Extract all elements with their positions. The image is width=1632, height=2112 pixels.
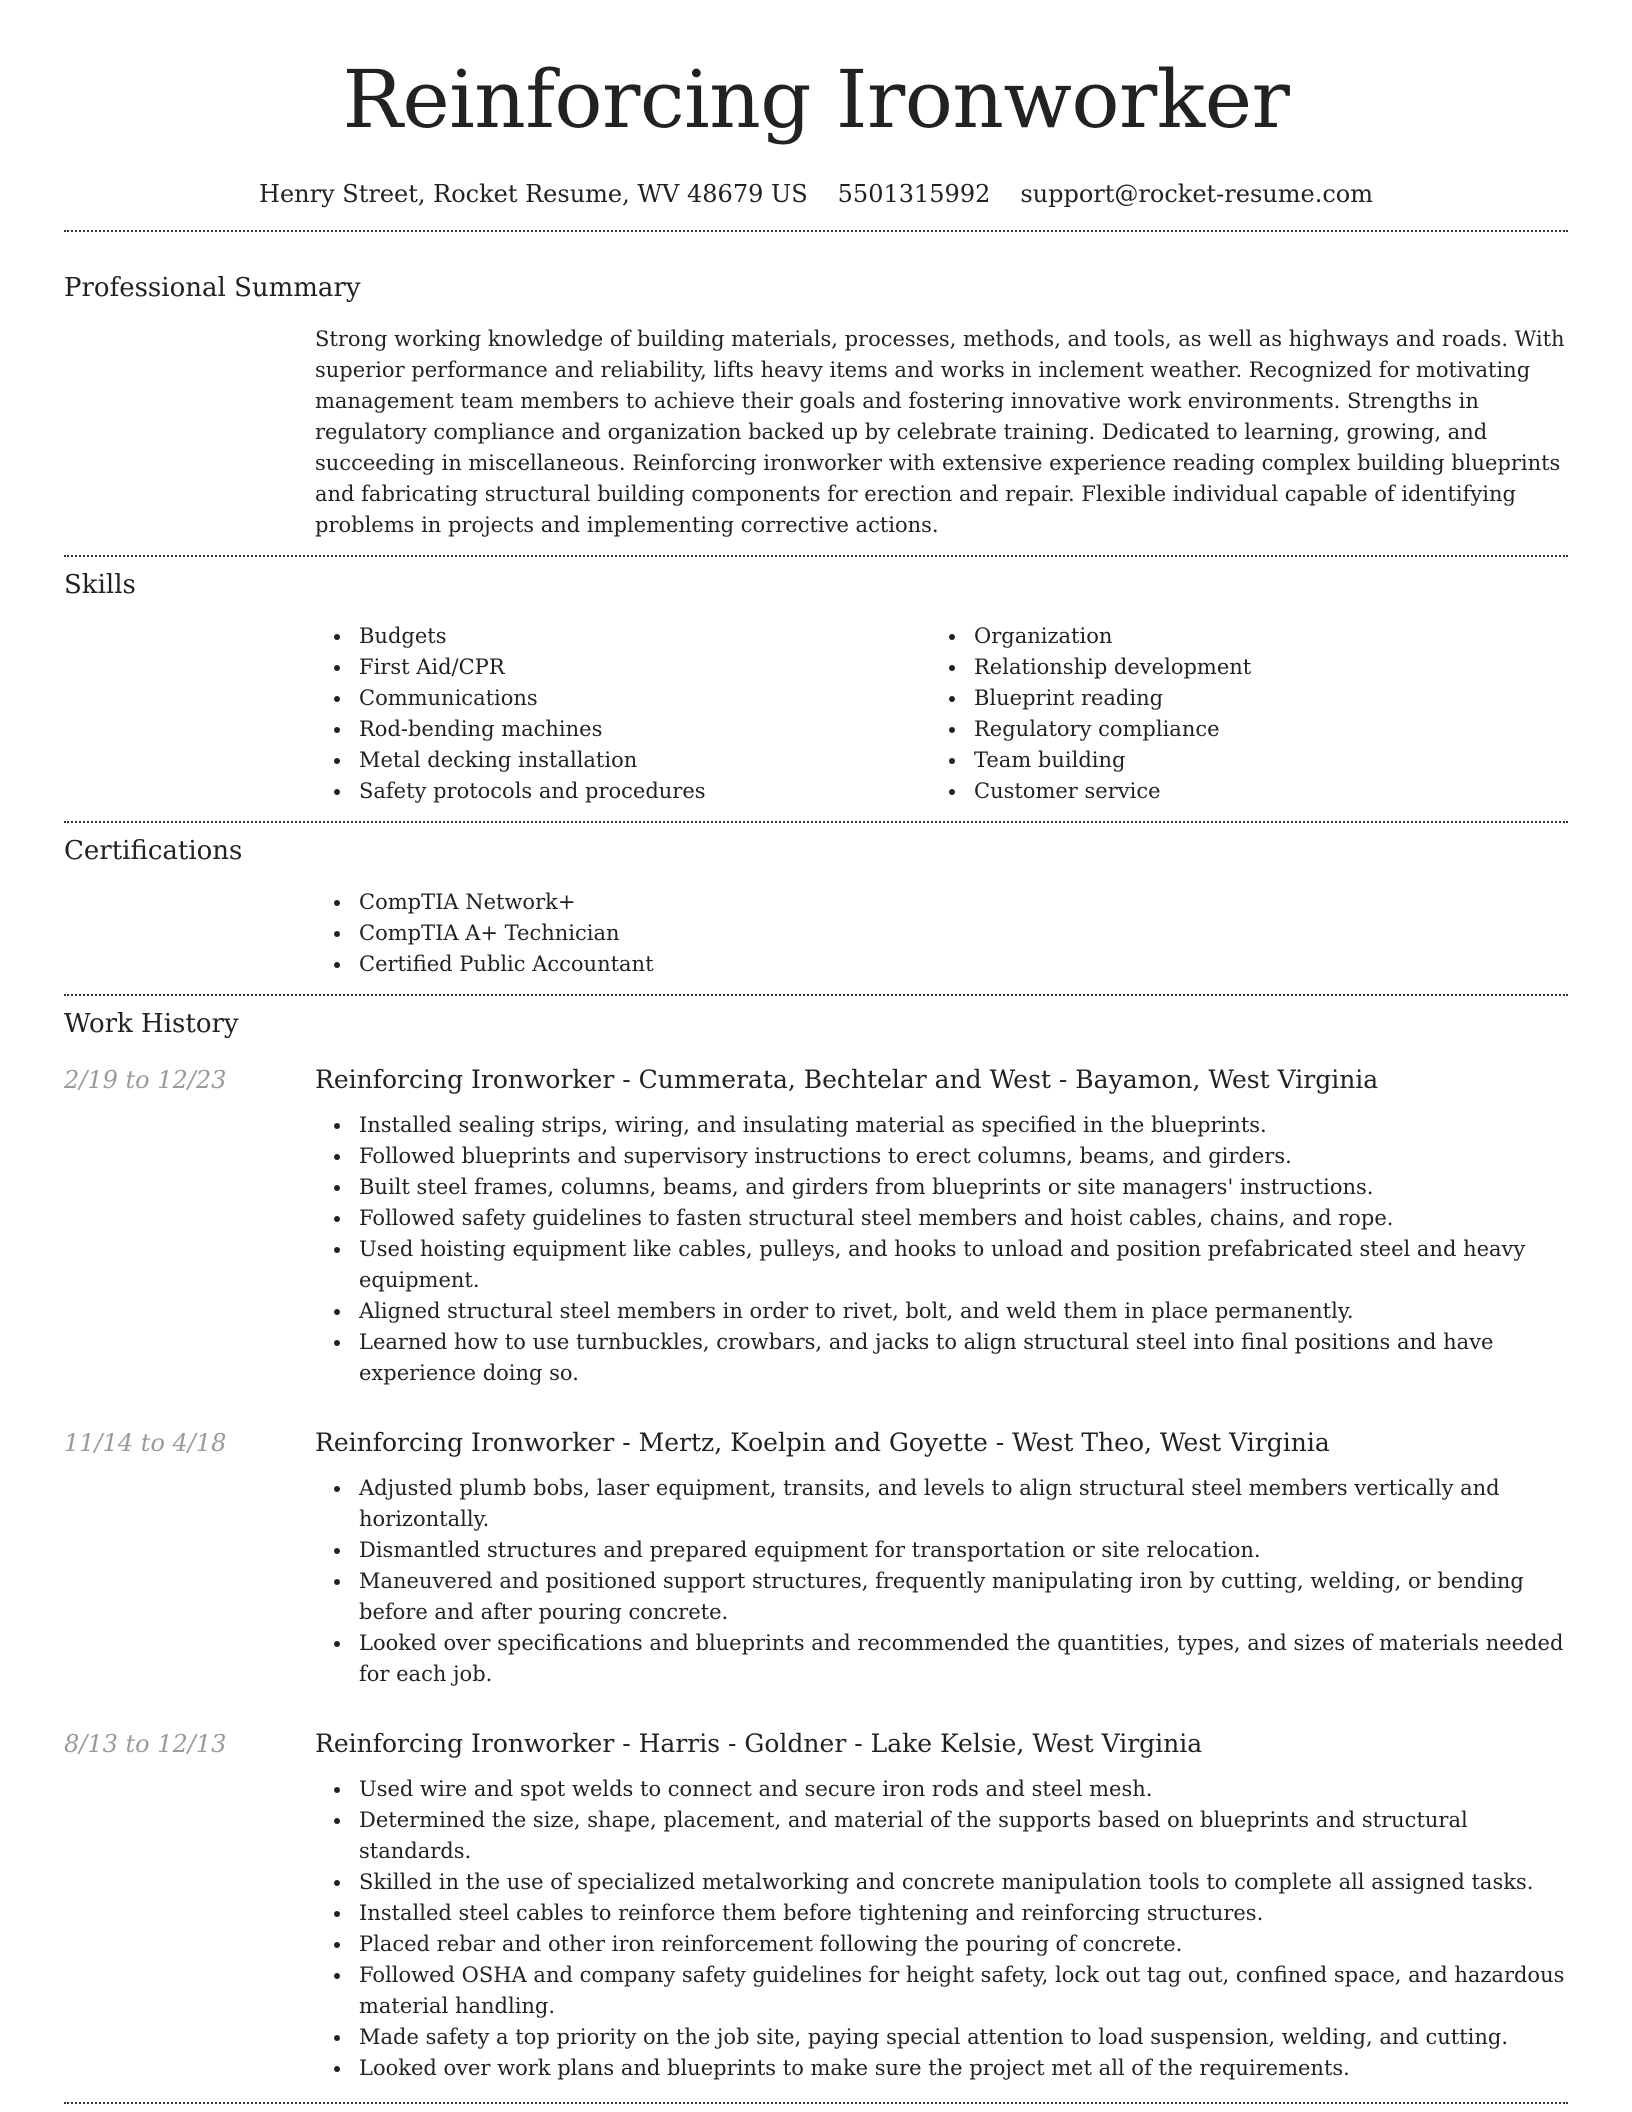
job-title: Reinforcing Ironworker - Harris - Goldner - Lake Kelsie, West Virginia [315, 1729, 1203, 1758]
list-item: Blueprint reading [974, 683, 1545, 714]
job-title: Reinforcing Ironworker - Cummerata, Bechtelar and West - Bayamon, West Virginia [315, 1065, 1379, 1094]
list-item: First Aid/CPR [359, 652, 930, 683]
summary-heading: Professional Summary [64, 273, 361, 303]
job-dates: 2/19 to 12/23 [64, 1066, 227, 1094]
summary-text: Strong working knowledge of building materials, processes, methods, and tools, as well as highways and roads. With superior performance and reliability, lifts heavy items and works in inclement weather. Recognized for motivating management team members to achieve their goals and fostering innovative work environments. Strengths in regulatory compliance and organization backed up by celebrate training. Dedicated to learning, growing, and succeeding in miscellaneous. Reinforcing ironworker with extensive experience reading complex building blueprints and fabricating structural building components for erection and repair. Flexible individual capable of identifying problems in projects and implementing corrective actions. [315, 327, 1565, 537]
skills-heading: Skills [64, 570, 136, 600]
list-item: CompTIA Network+ [359, 887, 1568, 918]
list-item: Built steel frames, columns, beams, and girders from blueprints or site managers' instructions. [359, 1172, 1568, 1203]
list-item: Used wire and spot welds to connect and secure iron rods and steel mesh. [359, 1774, 1568, 1805]
job-body [315, 1728, 1568, 2084]
list-item: Relationship development [974, 652, 1545, 683]
certifications-list [315, 887, 1568, 980]
list-item: Made safety a top priority on the job site, paying special attention to load suspension, welding, and cutting. [359, 2022, 1568, 2053]
list-item: Rod-bending machines [359, 714, 930, 745]
skills-grid [315, 621, 1568, 821]
certifications-section [64, 823, 1568, 994]
list-item: Installed sealing strips, wiring, and insulating material as specified in the blueprints. [359, 1110, 1568, 1141]
summary-section [64, 232, 1568, 555]
list-item: Safety protocols and procedures [359, 776, 930, 807]
list-item: Budgets [359, 621, 930, 652]
skills-section [64, 557, 1568, 821]
skills-column-right [930, 621, 1545, 807]
list-item: Followed OSHA and company safety guidelines for height safety, lock out tag out, confined space, and hazardous material handling. [359, 1960, 1568, 2022]
work-history-heading: Work History [64, 1009, 239, 1039]
list-item: Team building [974, 745, 1545, 776]
skills-list-left [315, 621, 930, 807]
jobs-list [64, 1064, 1568, 2084]
skills-column-left [315, 621, 930, 807]
list-item: Customer service [974, 776, 1545, 807]
list-item: Placed rebar and other iron reinforcement following the pouring of concrete. [359, 1929, 1568, 1960]
job-title: Reinforcing Ironworker - Mertz, Koelpin and Goyette - West Theo, West Virginia [315, 1428, 1330, 1457]
list-item: Regulatory compliance [974, 714, 1545, 745]
list-item: Followed safety guidelines to fasten structural steel members and hoist cables, chains, and rope. [359, 1203, 1568, 1234]
list-item: Skilled in the use of specialized metalworking and concrete manipulation tools to complete all assigned tasks. [359, 1867, 1568, 1898]
list-item: Installed steel cables to reinforce them before tightening and reinforcing structures. [359, 1898, 1568, 1929]
list-item: Learned how to use turnbuckles, crowbars, and jacks to align structural steel into final positions and have experience doing so. [359, 1327, 1568, 1389]
job-entry [64, 1064, 1568, 1389]
list-item: Looked over work plans and blueprints to make sure the project met all of the requirements. [359, 2053, 1568, 2084]
list-item: Dismantled structures and prepared equipment for transportation or site relocation. [359, 1535, 1568, 1566]
section-divider [64, 2102, 1568, 2104]
list-item: Used hoisting equipment like cables, pulleys, and hooks to unload and position prefabricated steel and heavy equipment. [359, 1234, 1568, 1296]
list-item: CompTIA A+ Technician [359, 918, 1568, 949]
work-history-section [64, 996, 1568, 2092]
job-bullets [315, 1110, 1568, 1389]
list-item: Maneuvered and positioned support structures, frequently manipulating iron by cutting, welding, or bending before and after pouring concrete. [359, 1566, 1568, 1628]
job-entry [64, 1728, 1568, 2084]
certifications-heading: Certifications [64, 836, 243, 866]
list-item: Adjusted plumb bobs, laser equipment, transits, and levels to align structural steel members vertically and horizontally. [359, 1473, 1568, 1535]
job-entry [64, 1427, 1568, 1690]
skills-list-right [930, 621, 1545, 807]
job-dates: 11/14 to 4/18 [64, 1429, 227, 1457]
job-bullets [315, 1473, 1568, 1690]
job-dates: 8/13 to 12/13 [64, 1730, 227, 1758]
candidate-name: Reinforcing Ironworker [342, 53, 1290, 146]
contact-phone: 5501315992 [837, 180, 991, 208]
list-item: Looked over specifications and blueprints and recommended the quantities, types, and sizes of materials needed for each job. [359, 1628, 1568, 1690]
list-item: Metal decking installation [359, 745, 930, 776]
contact-address: Henry Street, Rocket Resume, WV 48679 US [259, 180, 808, 208]
certifications-body [315, 887, 1568, 994]
list-item: Organization [974, 621, 1545, 652]
resume-header [64, 0, 1568, 210]
list-item: Determined the size, shape, placement, and material of the supports based on blueprints and structural standards. [359, 1805, 1568, 1867]
contact-email: support@rocket-resume.com [1020, 180, 1373, 208]
contact-line [64, 178, 1568, 210]
list-item: Followed blueprints and supervisory instructions to erect columns, beams, and girders. [359, 1141, 1568, 1172]
list-item: Communications [359, 683, 930, 714]
job-body [315, 1427, 1568, 1690]
list-item: Certified Public Accountant [359, 949, 1568, 980]
job-bullets [315, 1774, 1568, 2084]
list-item: Aligned structural steel members in order to rivet, bolt, and weld them in place permanently. [359, 1296, 1568, 1327]
job-body [315, 1064, 1568, 1389]
